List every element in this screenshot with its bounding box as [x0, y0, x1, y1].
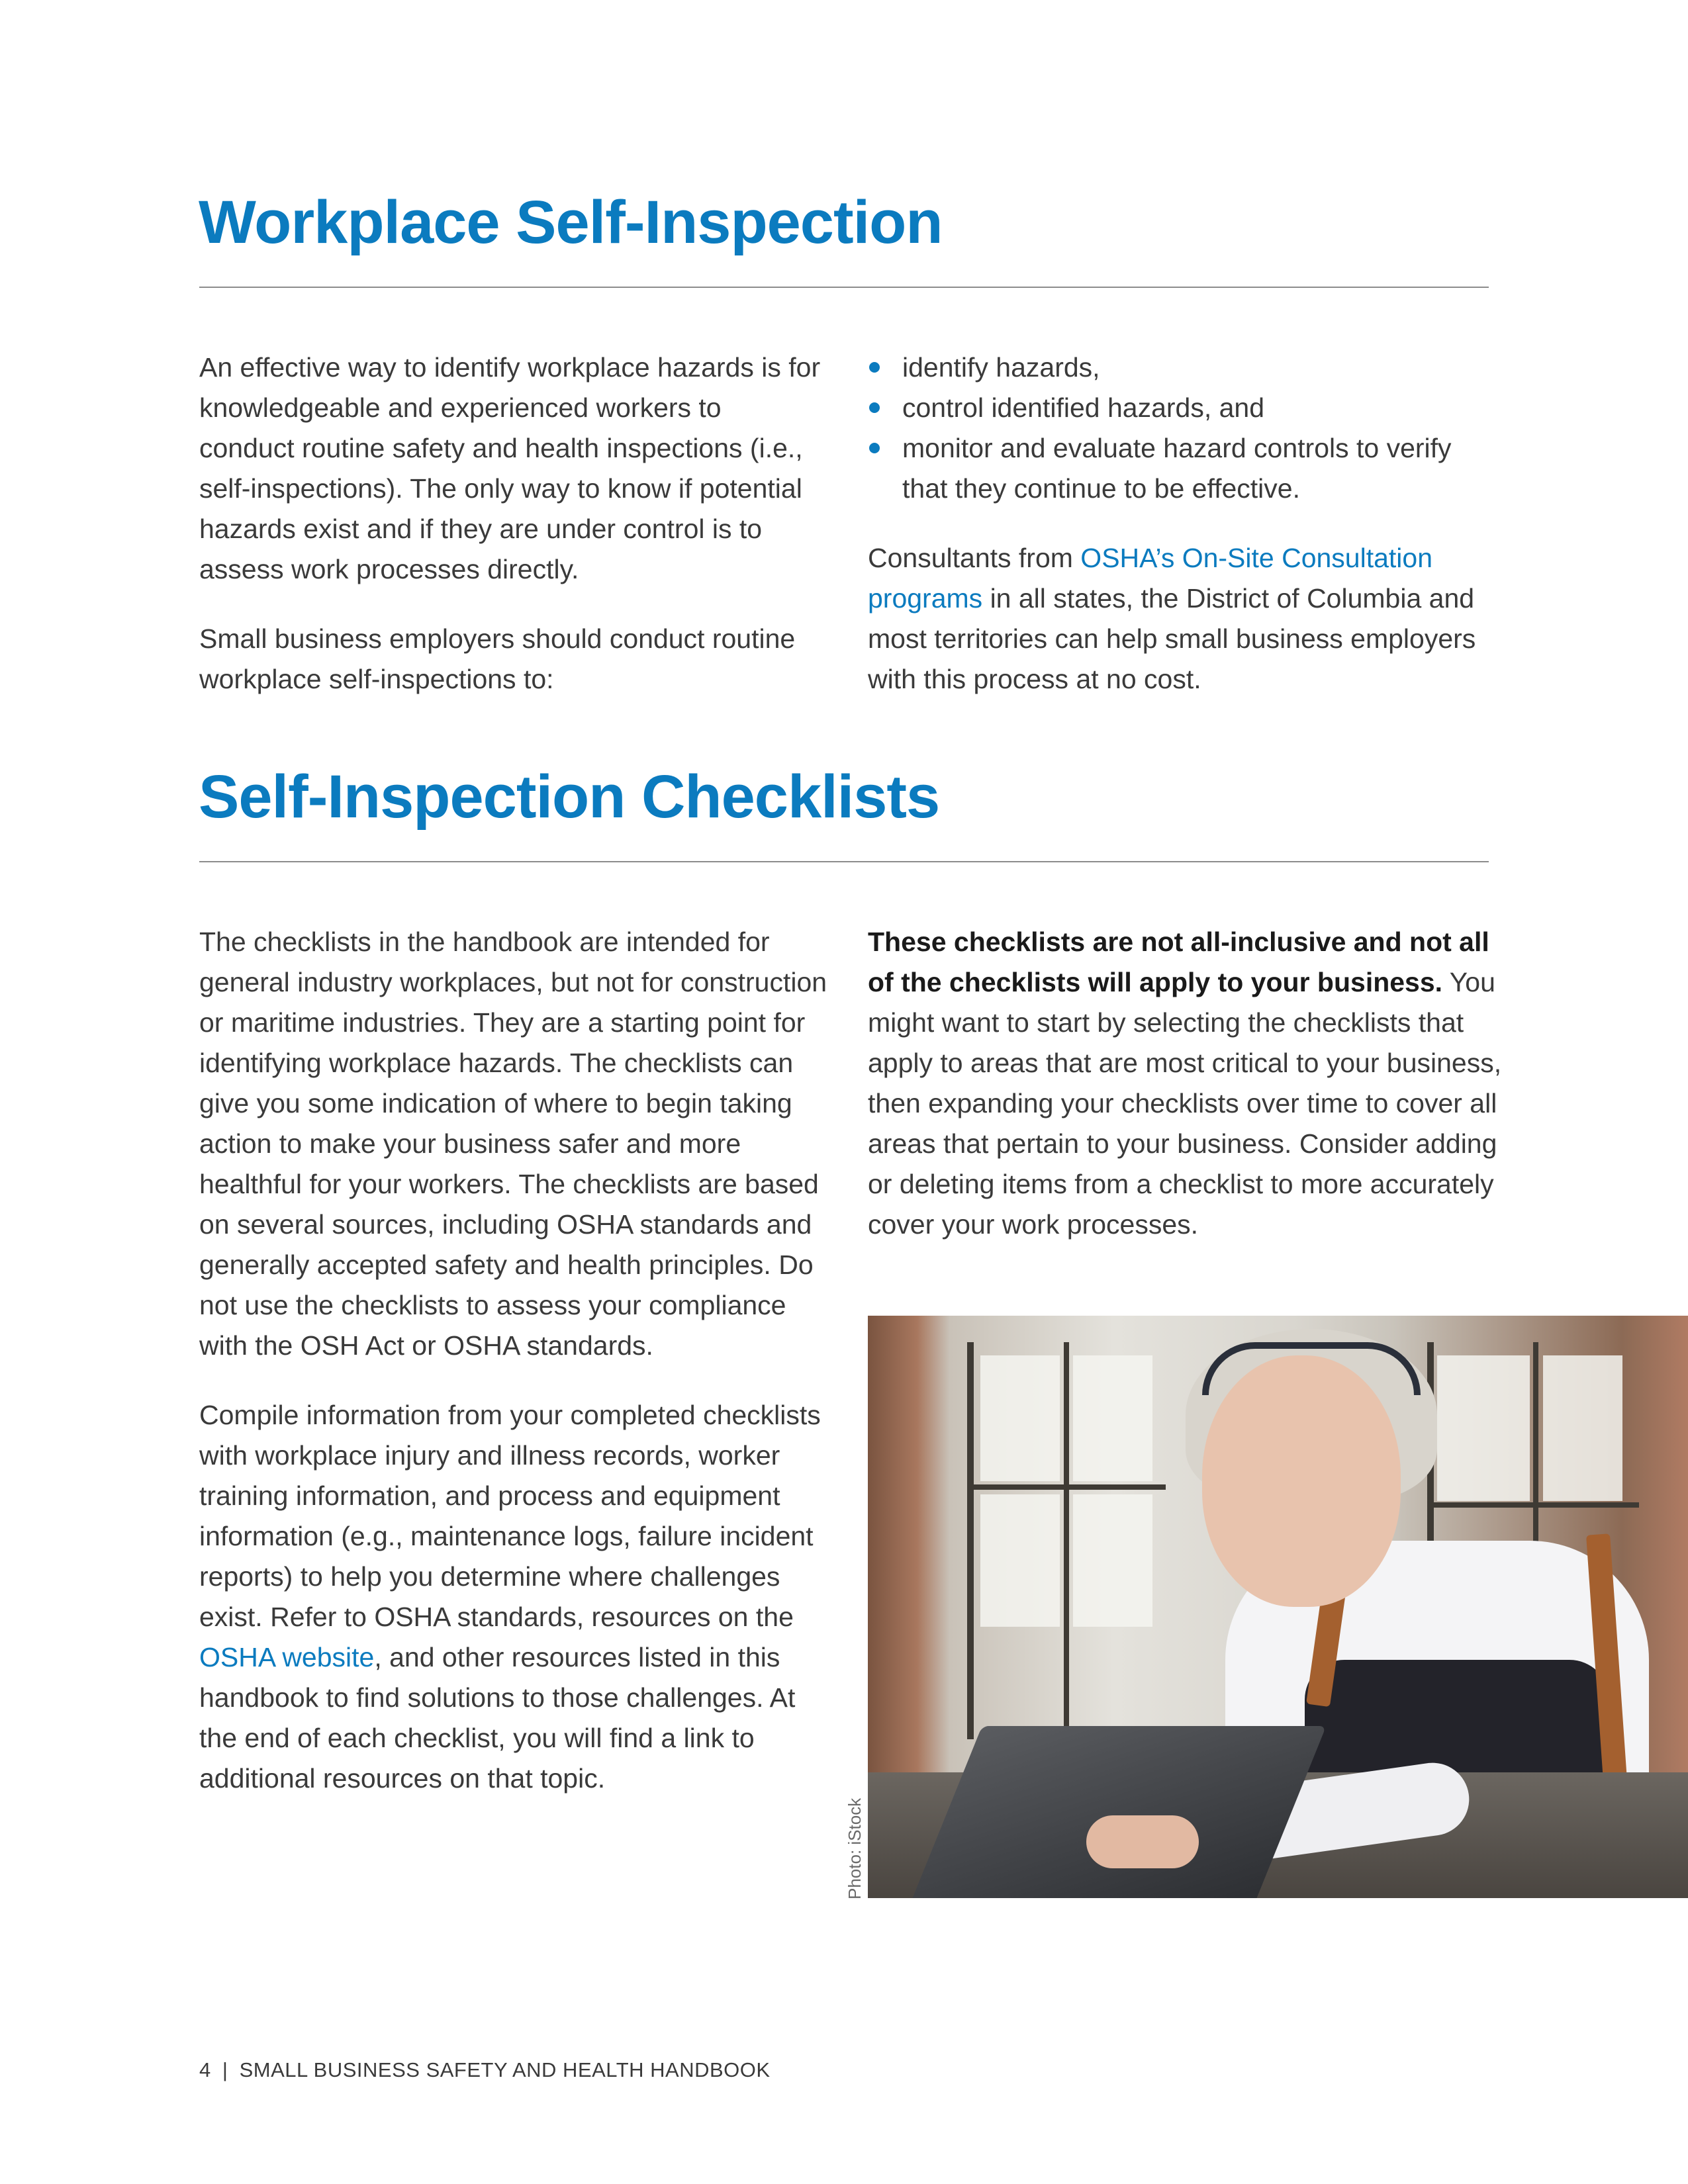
- list-item-text: monitor and evaluate hazard controls to verify that they continue to be effective.: [902, 433, 1452, 504]
- section1-right-column: [868, 347, 1503, 700]
- list-item-text: control identified hazards, and: [902, 392, 1265, 423]
- worker-photo: [868, 1316, 1688, 1898]
- section-divider: [199, 287, 1489, 288]
- list-item: [868, 388, 1503, 428]
- paragraph: [868, 538, 1503, 700]
- photo-credit: Photo: iStock: [845, 1797, 865, 1899]
- paragraph: An effective way to identify workplace hazards is for knowledgeable and experienced workers to conduct routine safety and health inspections (i.e., self-inspections). The only way to know if potential hazards exist and if they are under control is to assess work processes directly.: [199, 352, 821, 584]
- text: Consultants from: [868, 543, 1081, 573]
- text: in all states, the District of Columbia and most territories can help small business employers with this process at no cost.: [868, 583, 1476, 694]
- bullet-icon: [869, 362, 880, 373]
- osha-website-link[interactable]: OSHA website: [199, 1642, 375, 1672]
- footer-separator: |: [222, 2058, 228, 2081]
- page-number: 4: [199, 2058, 211, 2081]
- bullet-icon: [869, 443, 880, 453]
- page-title-workplace-self-inspection: Workplace Self-Inspection: [199, 189, 943, 256]
- page-footer: [199, 2058, 771, 2082]
- bullet-icon: [869, 402, 880, 413]
- section1-left-column: [199, 347, 821, 700]
- paragraph: Small business employers should conduct routine workplace self-inspections to:: [199, 623, 796, 694]
- list-item: [868, 428, 1503, 509]
- emphasis-text: These checklists are not all-inclusive and not all of the checklists will apply to your business.: [868, 927, 1489, 997]
- text: , and other resources listed in this handbook to find solutions to those challenges. At the end of each checklist, you will find a link to additional resources on that topic.: [199, 1642, 796, 1794]
- text: You might want to start by selecting the checklists that apply to areas that are most critical to your business, then expanding your checklists over time to cover all areas that pertain to your business. Consider adding or deleting items from a checklist to more accurately cover your work processes.: [868, 967, 1502, 1240]
- section2-left-column: [199, 922, 828, 1799]
- section-title-self-inspection-checklists: Self-Inspection Checklists: [199, 763, 940, 831]
- section-divider: [199, 861, 1489, 862]
- footer-title: SMALL BUSINESS SAFETY AND HEALTH HANDBOOK: [239, 2058, 771, 2081]
- paragraph: [868, 922, 1503, 1245]
- bullet-list: [868, 347, 1503, 509]
- osha-consultation-link[interactable]: OSHA’s On-Site Consultation programs: [868, 543, 1433, 614]
- list-item: [868, 347, 1503, 388]
- list-item-text: identify hazards,: [902, 352, 1100, 383]
- text: Compile information from your completed checklists with workplace injury and illness records, worker training information, and process and equipment information (e.g., maintenance logs, failure incident reports) to help you determine where challenges exist. Refer to OSHA standards, resources on the: [199, 1400, 821, 1632]
- paragraph: [199, 1395, 828, 1799]
- section2-right-column: [868, 922, 1503, 1245]
- paragraph: The checklists in the handbook are intended for general industry workplaces, but not for construction or maritime industries. They are a starting point for identifying workplace hazards. The checklists can give you some indication of where to begin taking action to make your business safer and more healthful for your workers. The checklists are based on several sources, including OSHA standards and generally accepted safety and health principles. Do not use the checklists to assess your compliance with the OSH Act or OSHA standards.: [199, 927, 827, 1361]
